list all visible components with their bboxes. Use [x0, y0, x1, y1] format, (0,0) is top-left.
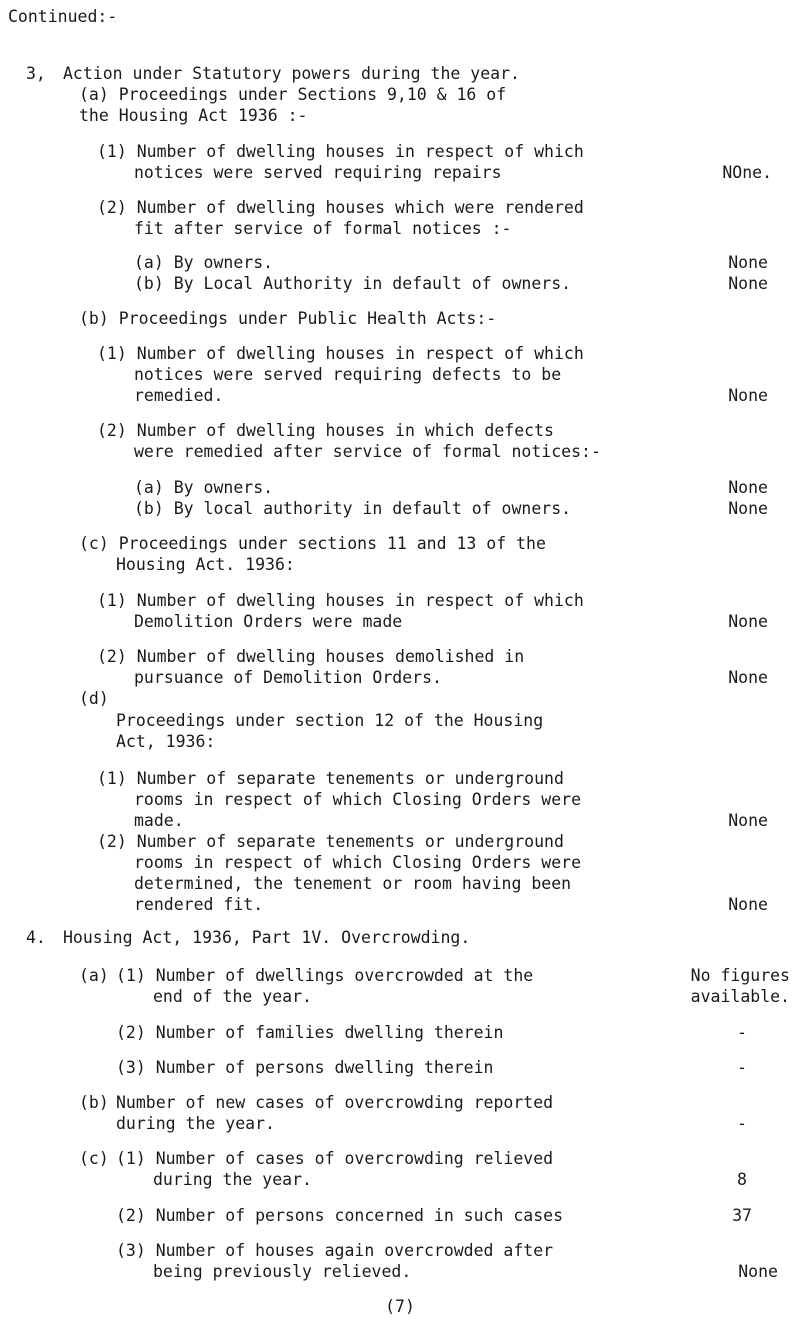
- item-4b-line1: Number of new cases of overcrowding reported: [116, 1093, 554, 1112]
- item-3d1-value: None: [728, 811, 768, 830]
- item-4c3-value: None: [738, 1262, 778, 1281]
- item-3a2b-label: (b) By Local Authority in default of owners.: [134, 274, 572, 293]
- item-3d2-line3: determined, the tenement or room having been: [134, 874, 572, 893]
- item-4c1-line2: during the year.: [153, 1170, 312, 1189]
- item-4c1-value: 8: [737, 1170, 747, 1189]
- item-4a1-value-line1: No figures: [690, 966, 790, 985]
- item-3c1-line2: Demolition Orders were made: [134, 612, 403, 631]
- continued-heading: Continued:-: [8, 7, 118, 26]
- item-3d1-line2: rooms in respect of which Closing Orders were: [134, 790, 582, 809]
- item-4b-value: -: [737, 1114, 747, 1133]
- item-3c2-value: None: [728, 668, 768, 687]
- item-3a2-line2: fit after service of formal notices :-: [134, 219, 512, 238]
- item-3a2a-label: (a) By owners.: [134, 253, 274, 272]
- item-4c1-line1: (1) Number of cases of overcrowding relieved: [116, 1149, 554, 1168]
- section-3b-heading: (b) Proceedings under Public Health Acts:-: [79, 309, 497, 328]
- item-3c2-line1: (2) Number of dwelling houses demolished in: [97, 647, 525, 666]
- item-3d2-value: None: [728, 895, 768, 914]
- item-3b1-line2: notices were served requiring defects to be: [134, 365, 562, 384]
- item-3a1-value: NOne.: [722, 163, 772, 182]
- page-number: (7): [385, 1297, 415, 1316]
- item-4c3-line1: (3) Number of houses again overcrowded after: [116, 1241, 554, 1260]
- section-3-number: 3,: [26, 64, 46, 83]
- item-3c1-value: None: [728, 612, 768, 631]
- item-3b2a-label: (a) By owners.: [134, 478, 274, 497]
- section-3d-heading: Proceedings under section 12 of the Housing: [116, 711, 544, 730]
- section-3a-heading: (a) Proceedings under Sections 9,10 & 16 of: [79, 85, 507, 104]
- item-4c3-line2: being previously relieved.: [153, 1262, 412, 1281]
- item-3d2-line1: (2) Number of separate tenements or underground: [97, 832, 564, 851]
- item-4b-line2: during the year.: [116, 1114, 275, 1133]
- section-3a-heading-cont: the Housing Act 1936 :-: [79, 106, 308, 125]
- section-3c-heading: (c) Proceedings under sections 11 and 13 of the: [79, 534, 546, 553]
- item-3b2-line2: were remedied after service of formal notices:-: [134, 442, 601, 461]
- item-3b1-value: None: [728, 386, 768, 405]
- item-3b1-line3: remedied.: [134, 386, 224, 405]
- item-4a1-line2: end of the year.: [153, 987, 312, 1006]
- item-3b2b-value: None: [728, 499, 768, 518]
- item-3d2-line2: rooms in respect of which Closing Orders were: [134, 853, 582, 872]
- item-4c2-value: 37: [732, 1206, 752, 1225]
- item-3b2-line1: (2) Number of dwelling houses in which defects: [97, 421, 554, 440]
- item-3c1-line1: (1) Number of dwelling houses in respect of which: [97, 591, 584, 610]
- item-3a2a-value: None: [728, 253, 768, 272]
- item-4a1-line1: (1) Number of dwellings overcrowded at the: [116, 966, 534, 985]
- section-3-title: Action under Statutory powers during the year.: [63, 64, 520, 83]
- section-3d-heading-cont: Act, 1936:: [116, 732, 216, 751]
- item-3d1-line3: made.: [134, 811, 184, 830]
- section-3c-heading-cont: Housing Act. 1936:: [116, 555, 295, 574]
- item-3a2b-value: None: [728, 274, 768, 293]
- section-4-title: Housing Act, 1936, Part 1V. Overcrowding.: [63, 928, 471, 947]
- item-3a1-line2: notices were served requiring repairs: [134, 163, 502, 182]
- item-3a1-line1: (1) Number of dwelling houses in respect of which: [97, 142, 584, 161]
- section-4a-label: (a): [79, 966, 109, 985]
- item-3a2-line1: (2) Number of dwelling houses which were rendered: [97, 198, 584, 217]
- section-4b-label: (b): [79, 1093, 109, 1112]
- item-3b2a-value: None: [728, 478, 768, 497]
- item-4a1-value-line2: available.: [690, 987, 790, 1006]
- section-3d-label: (d): [79, 689, 109, 708]
- item-3b1-line1: (1) Number of dwelling houses in respect of which: [97, 344, 584, 363]
- section-4c-label: (c): [79, 1149, 109, 1168]
- item-4a3-label: (3) Number of persons dwelling therein: [116, 1058, 494, 1077]
- item-4a3-value: -: [737, 1058, 747, 1077]
- section-4-number: 4.: [26, 928, 46, 947]
- item-3d2-line4: rendered fit.: [134, 895, 264, 914]
- item-3b2b-label: (b) By local authority in default of owners.: [134, 499, 572, 518]
- item-3c2-line2: pursuance of Demolition Orders.: [134, 668, 442, 687]
- item-3d1-line1: (1) Number of separate tenements or underground: [97, 769, 564, 788]
- item-4c2-label: (2) Number of persons concerned in such cases: [116, 1206, 564, 1225]
- item-4a2-label: (2) Number of families dwelling therein: [116, 1023, 504, 1042]
- item-4a2-value: -: [737, 1023, 747, 1042]
